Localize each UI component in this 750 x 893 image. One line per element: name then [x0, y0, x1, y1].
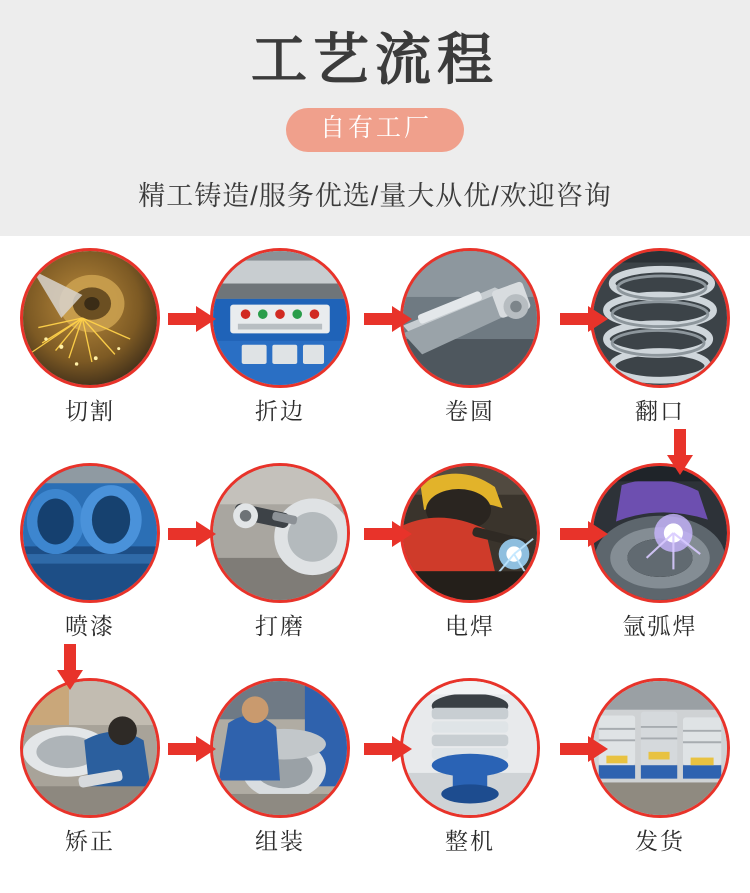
- factory-badge: 自有工厂: [286, 108, 464, 152]
- step-image-shipping: [590, 678, 730, 818]
- blue-painted-rings-icon: [23, 466, 157, 600]
- step-label: 电焊: [445, 613, 495, 639]
- flow-arrow-down: [57, 644, 83, 690]
- step-label: 整机: [445, 828, 495, 854]
- flow-step-shipping: [580, 678, 740, 893]
- step-image-rolling: [400, 248, 540, 388]
- flow-step-cutting: [10, 248, 170, 463]
- step-label: 组装: [255, 828, 305, 854]
- flow-step-rolling: [390, 248, 550, 463]
- step-label: 氩弧焊: [622, 613, 698, 639]
- step-image-cutting: [20, 248, 160, 388]
- step-image-grinding: [210, 463, 350, 603]
- process-flow-diagram: [0, 236, 750, 881]
- flow-arrow: [168, 521, 216, 547]
- flow-arrow: [168, 306, 216, 332]
- page-subtitle: 精工铸造/服务优选/量大从优/欢迎咨询: [138, 180, 612, 211]
- flow-step-edge-folding: [200, 248, 360, 463]
- flow-step-straightening: [10, 678, 170, 893]
- flow-row-1: [0, 248, 750, 463]
- flow-arrow: [560, 736, 608, 762]
- flow-step-painting: [10, 463, 170, 678]
- arc-welding-worker-icon: [403, 466, 537, 600]
- shipping-pallets-icon: [593, 681, 727, 815]
- flow-arrow-down: [667, 429, 693, 475]
- flow-arrow: [560, 521, 608, 547]
- step-image-painting: [20, 463, 160, 603]
- flow-arrow: [168, 736, 216, 762]
- tig-welding-sieve-icon: [593, 466, 727, 600]
- flow-step-tig-welding: [580, 463, 740, 678]
- edge-folding-machine-icon: [213, 251, 347, 385]
- step-image-tig-welding: [590, 463, 730, 603]
- assembly-worker-icon: [213, 681, 347, 815]
- flanging-rings-icon: [593, 251, 727, 385]
- step-image-assembly: [210, 678, 350, 818]
- sparks-cutting-icon: [23, 251, 157, 385]
- step-label: 卷圆: [445, 398, 495, 424]
- step-image-straightening: [20, 678, 160, 818]
- step-image-edge-folding: [210, 248, 350, 388]
- straightening-worker-icon: [23, 681, 157, 815]
- flow-arrow: [364, 306, 412, 332]
- flow-row-2: [0, 463, 750, 678]
- step-image-finished-machine: [400, 678, 540, 818]
- step-label: 喷漆: [65, 613, 115, 639]
- step-image-arc-welding: [400, 463, 540, 603]
- page-title: 工艺流程: [251, 28, 499, 91]
- step-label: 发货: [635, 828, 685, 854]
- step-image-flanging: [590, 248, 730, 388]
- flow-step-arc-welding: [390, 463, 550, 678]
- step-label: 翻口: [635, 398, 685, 424]
- finished-machine-icon: [403, 681, 537, 815]
- flow-step-finished-machine: [390, 678, 550, 893]
- flow-step-grinding: [200, 463, 360, 678]
- flow-arrow: [364, 521, 412, 547]
- step-label: 折边: [255, 398, 305, 424]
- step-label: 切割: [65, 398, 115, 424]
- flow-arrow: [364, 736, 412, 762]
- grinding-wheel-icon: [213, 466, 347, 600]
- flow-arrow: [560, 306, 608, 332]
- rolling-machine-icon: [403, 251, 537, 385]
- step-label: 打磨: [255, 613, 305, 639]
- flow-step-assembly: [200, 678, 360, 893]
- step-label: 矫正: [65, 828, 115, 854]
- flow-step-flanging: [580, 248, 740, 463]
- page-header: [0, 0, 750, 236]
- flow-row-3: [0, 678, 750, 893]
